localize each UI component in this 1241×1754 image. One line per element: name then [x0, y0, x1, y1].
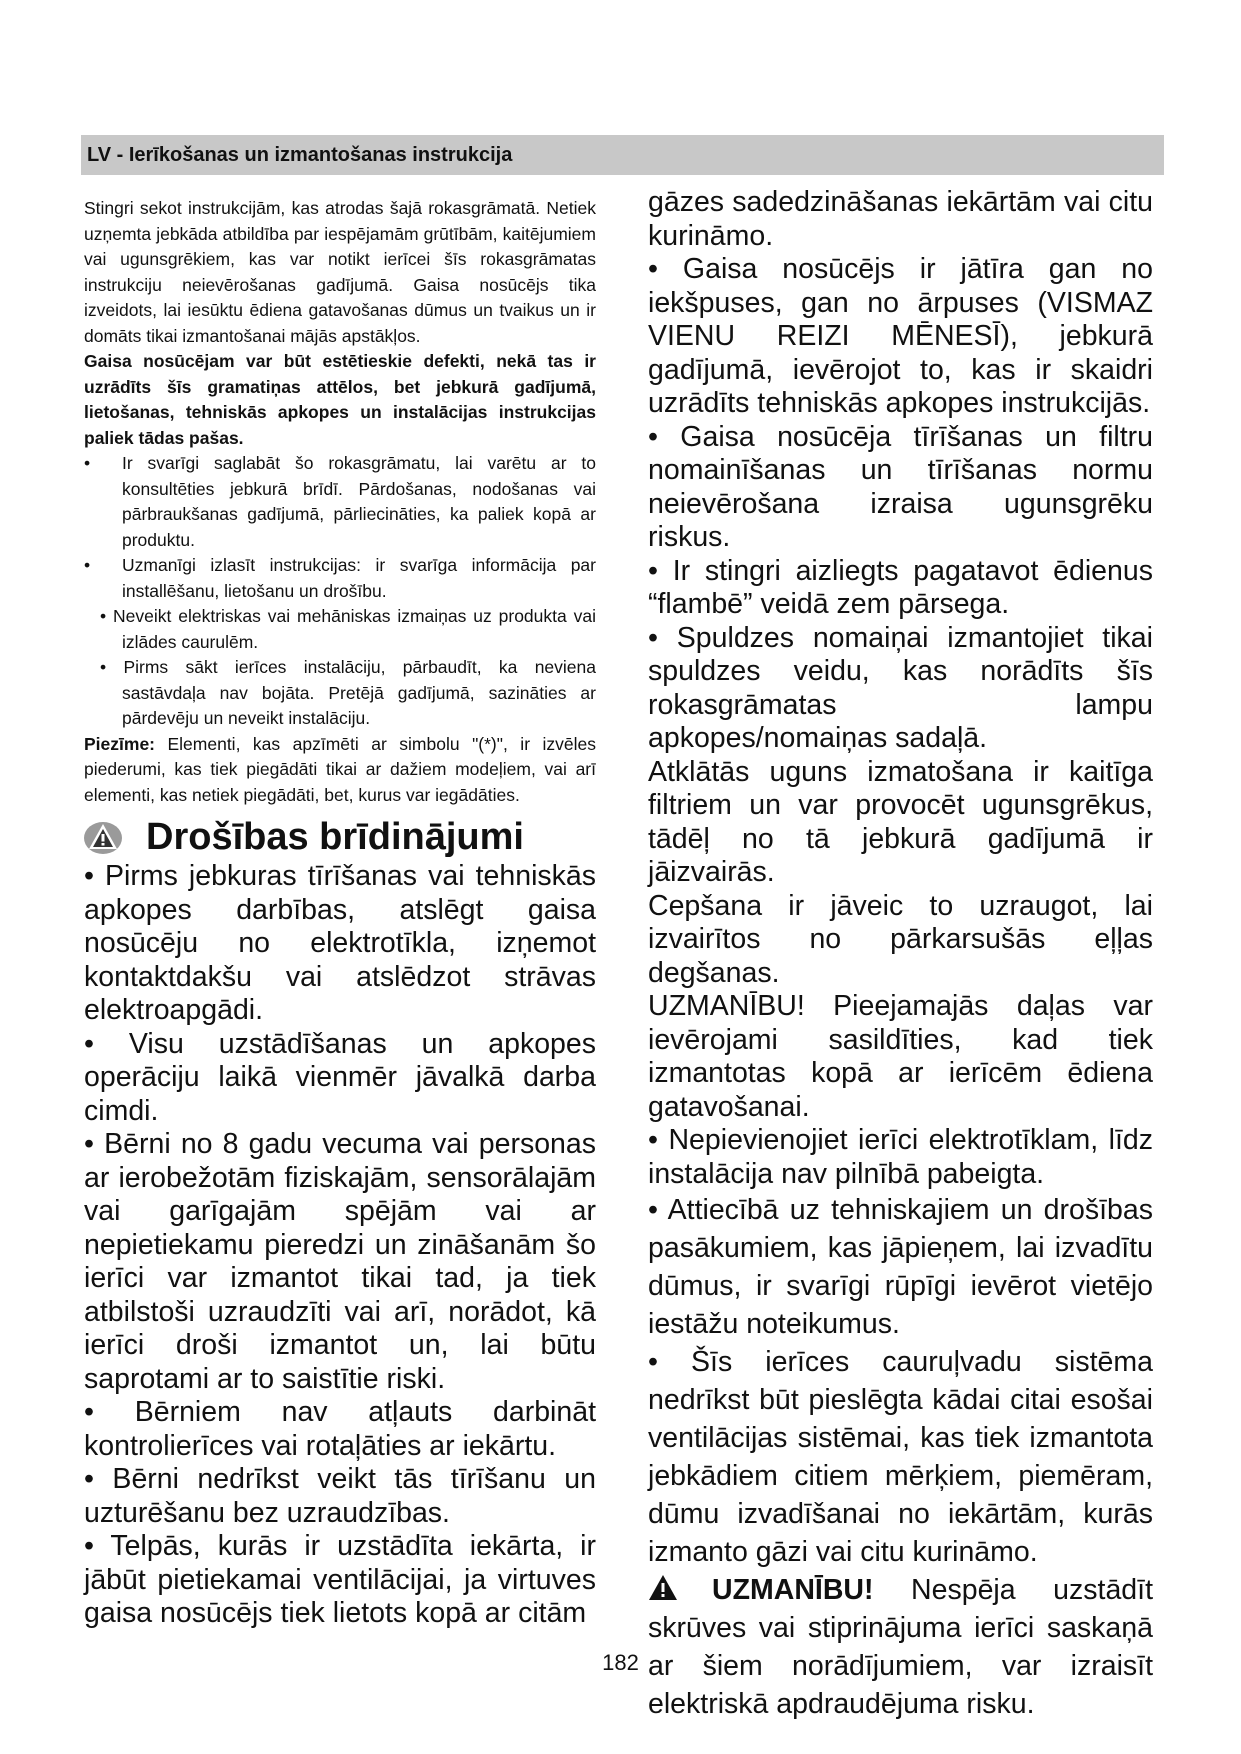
- intro-bold-paragraph: Gaisa nosūcējam var būt estētieskie defekti, nekā tas ir uzrādīts šīs gramatiņas attēlos, bet jebkurā gadījumā, lietošanas, tehniskās apkopes un instalācijas instrukcijas paliek tādas pašas.: [84, 351, 596, 448]
- intro-bullet: [84, 655, 596, 732]
- safety-item: • Attiecībā uz tehniskajiem un drošības pasākumiem, kas jāpieņem, lai izvadītu dūmus, ir svarīgi rūpīgi ievērot vietējo iestāžu noteikumus.: [648, 1194, 1153, 1340]
- bullet-dot: •: [84, 453, 91, 473]
- left-column: [84, 196, 596, 1631]
- page-number: 182: [602, 1650, 639, 1675]
- note-paragraph: [84, 732, 596, 809]
- section-heading: [84, 814, 596, 860]
- safety-item: • Nepievienojiet ierīci elektrotīklam, līdz instalācija nav pilnībā pabeigta.: [648, 1124, 1153, 1190]
- safety-item: • Pirms jebkuras tīrīšanas vai tehniskās apkopes darbības, atslēgt gaisa nosūcēju no elektrotīkla, izņemot kontaktdakšu vai atslēdzot strāvas elektroapgādi.: [84, 860, 596, 1026]
- intro-bullet: [84, 451, 596, 553]
- safety-item: UZMANĪBU! Pieejamajās daļas var ievērojami sasildīties, kad tiek izmantotas kopā ar ierīcēm ēdiena gatavošanai.: [648, 990, 1153, 1123]
- safety-item: • Spuldzes nomaiņai izmantojiet tikai spuldzes veidu, kas norādīts šīs rokasgrāmatas lampu apkopes/nomaiņas sadaļā.: [648, 621, 1153, 754]
- safety-item: • Šīs ierīces cauruļvadu sistēma nedrīkst būt pieslēgta kādai citai esošai ventilācijas sistēmai, kas tiek izmantota jebkādiem citiem mērķiem, piemēram, dūmu izvadīšanai no iekārtām, kurās izmanto gāzi vai citu kurināmo.: [648, 1346, 1153, 1568]
- intro-bullet-text: Ir svarīgi saglabāt šo rokasgrāmatu, lai varētu ar to konsultēties jebkurā brīdī. Pārdošanas, nodošanas vai pārbraukšanas gadījumā, pārliecināties, ka paliek kopā ar produktu.: [122, 453, 596, 550]
- note-text: Elementi, kas apzīmēti ar simbolu "(*)", ir izvēles piederumi, kas tiek piegādāti tikai ar dažiem modeļiem, vai arī elementi, kas netiek piegādāti, bet, kurus var iegādāties.: [84, 733, 596, 805]
- safety-item: • Bērniem nav atļauts darbināt kontrolierīces vai rotaļāties ar iekārtu.: [84, 1396, 596, 1462]
- warning-triangle-icon: [84, 820, 122, 854]
- safety-item: • Visu uzstādīšanas un apkopes operāciju laikā vienmēr jāvalkā darba cimdi.: [84, 1027, 596, 1127]
- safety-item: • Ir stingri aizliegts pagatavot ēdienus “flambē” veidā zem pārsega.: [648, 554, 1153, 620]
- safety-item: Atklātās uguns izmatošana ir kaitīga filtriem un var provocēt ugunsgrēkus, tādēļ no tā jebkurā gadījumā ir jāizvairās.: [648, 755, 1153, 888]
- bullet-dot: •: [100, 657, 124, 677]
- safety-item: • Telpās, kurās ir uzstādīta iekārta, ir jābūt pietiekamai ventilācijai, ja virtuves gaisa nosūcējs tiek lietots kopā ar citām: [84, 1530, 596, 1629]
- bullet-dot: •: [84, 555, 91, 575]
- note-label: Piezīme:: [84, 733, 155, 754]
- intro-bullet: [84, 553, 596, 604]
- section-title: Drošības brīdinājumi: [146, 816, 524, 858]
- warning-text: Nespēja uzstādīt skrūves vai stiprinājuma ierīci saskaņā ar šiem norādījumiem, var izraisīt elektriskā apdraudējuma risku.: [648, 1574, 1153, 1720]
- bullet-dot: •: [100, 606, 114, 626]
- warning-triangle-icon: [648, 1574, 678, 1601]
- safety-item: • Bērni no 8 gadu vecuma vai personas ar ierobežotām fiziskajām, sensorālajām vai garīgajām spējām vai ar nepietiekamu pieredzi un zināšanām šo ierīci var izmantot tikai tad, ja tiek atbilstoši uzraudzīti vai arī, norādot, kā ierīci droši izmantot un, lai būtu saprotami ar to saistītie riski.: [84, 1128, 596, 1395]
- intro-bullet-text: Uzmanīgi izlasīt instrukcijas: ir svarīga informācija par installēšanu, lietošanu un drošību.: [122, 555, 596, 601]
- warning-paragraph: [648, 1571, 1153, 1723]
- intro-paragraph: Stingri sekot instrukcijām, kas atrodas šajā rokasgrāmatā. Netiek uzņemta jebkāda atbildība par iespējamām grūtībām, kaitējumiem vai ugunsgrēkiem, kas var notikt ierīcei šīs rokasgrāmatas instrukciju neievērošanas gadījumā. Gaisa nosūcējs tika izveidots, lai iesūktu ēdiena gatavošanas dūmus un tvaikus un ir domāts tikai izmantošanai mājās apstākļos.: [84, 198, 596, 346]
- intro-bullet: [84, 604, 596, 655]
- warning-label: UZMANĪBU!: [712, 1574, 874, 1606]
- safety-item: • Gaisa nosūcējs ir jātīra gan no iekšpuses, gan no ārpuses (VISMAZ VIENU REIZI MĒNESĪ), jebkurā gadījumā, ievērojot to, kas ir skaidri uzrādīts tehniskās apkopes instrukcijās.: [648, 253, 1153, 419]
- safety-item: • Bērni nedrīkst veikt tās tīrīšanu un uzturēšanu bez uzraudzības.: [84, 1463, 596, 1529]
- intro-bullet-text: Pirms sākt ierīces instalāciju, pārbaudīt, ka neviena sastāvdaļa nav bojāta. Pretējā gadījumā, sazināties ar pārdevēju un neveikt instalāciju.: [122, 657, 596, 728]
- safety-item: • Gaisa nosūcēja tīrīšanas un filtru nomainīšanas un tīrīšanas normu neievērošana izraisa ugunsgrēku riskus.: [648, 420, 1153, 553]
- safety-item: Cepšana ir jāveic to uzraugot, lai izvairītos no pārkarsušās eļļas degšanas.: [648, 889, 1153, 989]
- header-title: LV - Ierīkošanas un izmantošanas instrukcija: [87, 144, 513, 166]
- intro-bullet-text: Neveikt elektriskas vai mehāniskas izmaiņas uz produkta vai izlādes caurulēm.: [113, 606, 596, 652]
- safety-item: gāzes sadedzināšanas iekārtām vai citu kurināmo.: [648, 186, 1153, 252]
- right-column: [648, 186, 1153, 1723]
- header-bar: [81, 135, 1164, 175]
